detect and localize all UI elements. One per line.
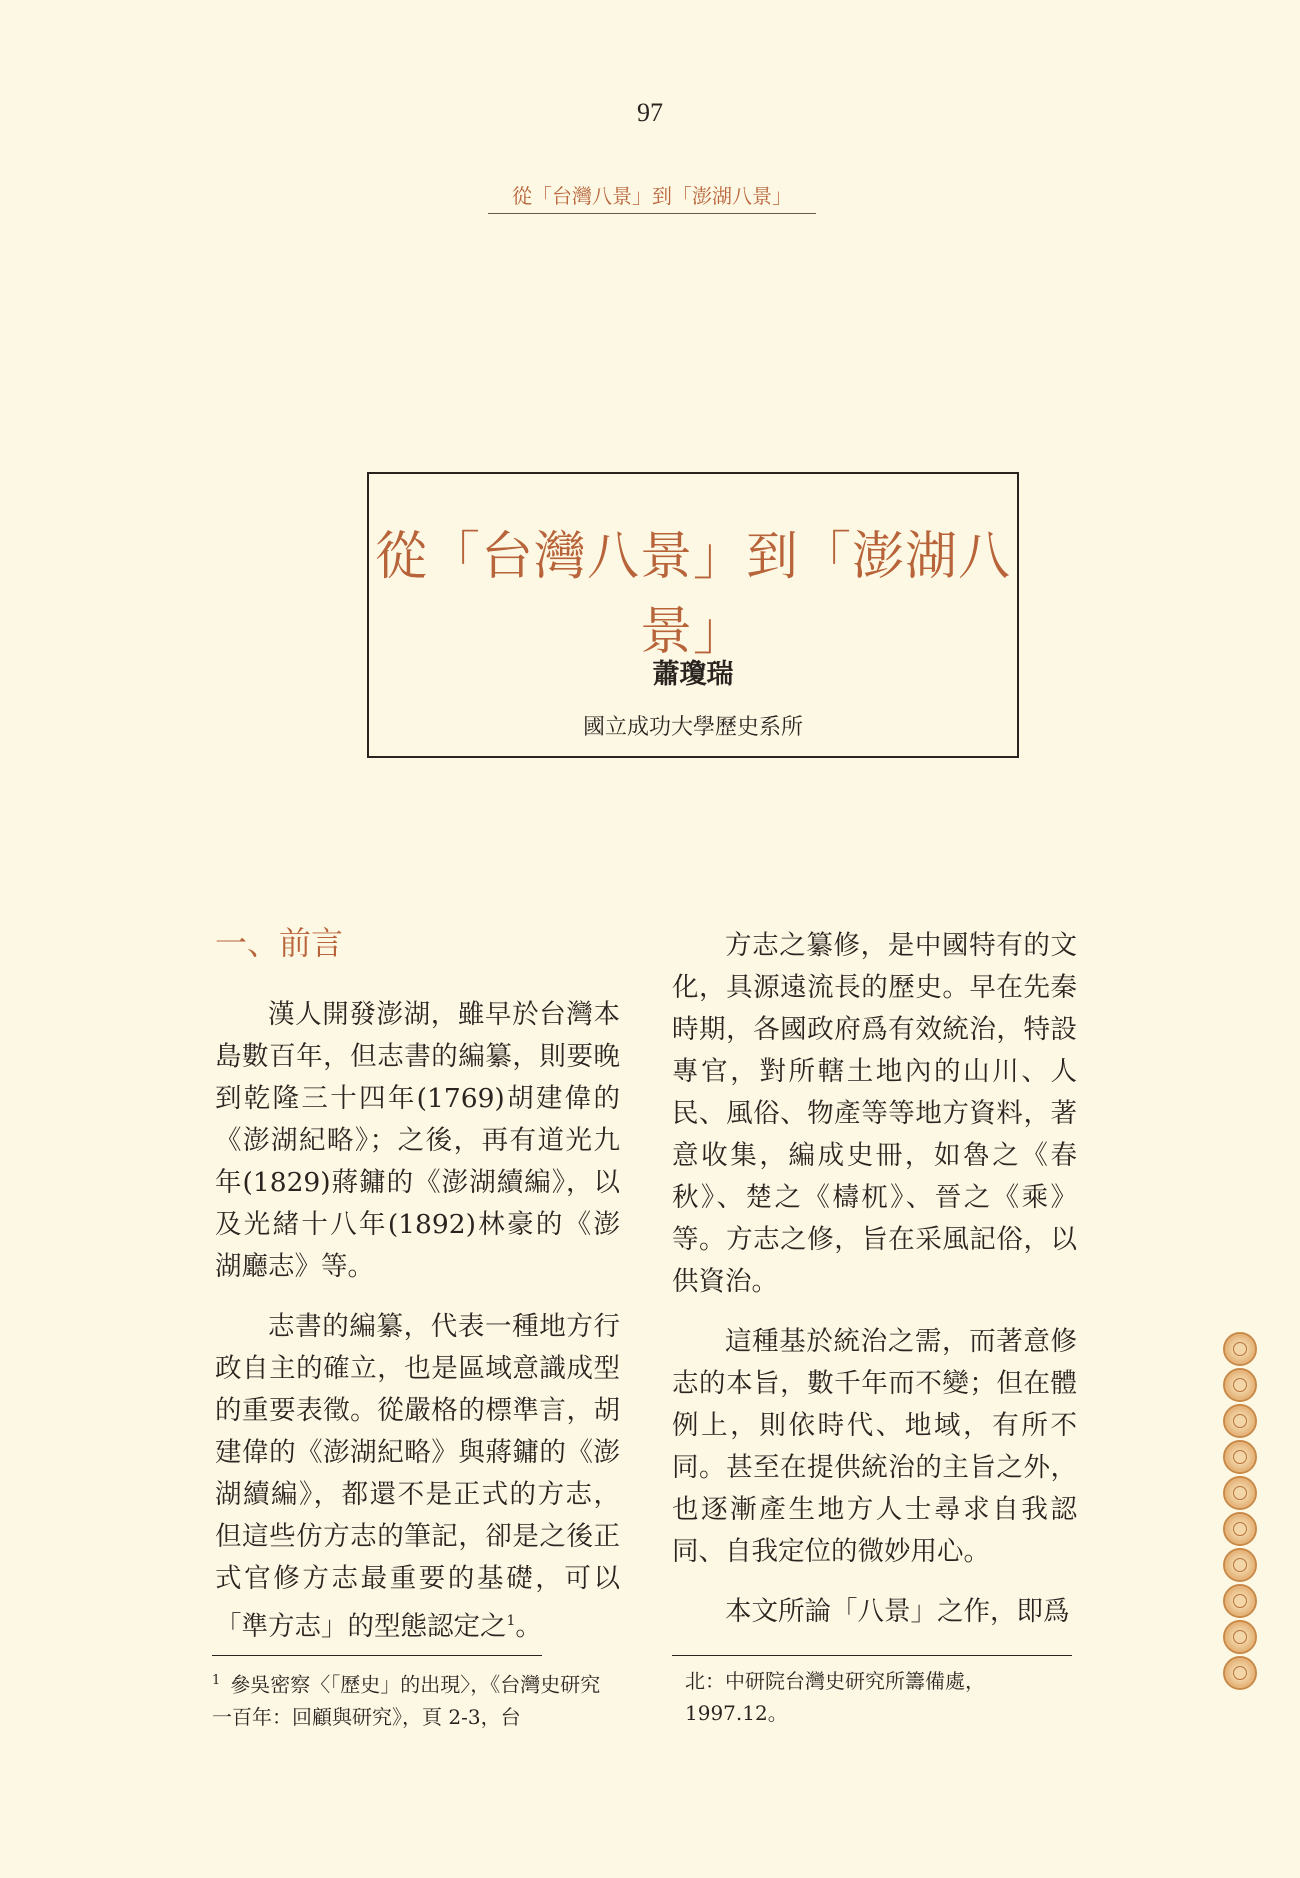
coin-motif bbox=[1223, 1584, 1257, 1618]
section-heading: 一、前言 bbox=[215, 924, 344, 962]
coin-motif bbox=[1223, 1440, 1257, 1474]
right-paragraph-1: 方志之纂修，是中國特有的文化，具源遠流長的歷史。早在先秦時期，各國政府爲有效統治，特設專官，對所轄土地內的山川、人民、風俗、物產等等地方資料，著意收集，編成史冊，如魯之《春秋》、楚之《檮杌》、晉之《乘》等。方志之修，旨在采風記俗，以供資治。 bbox=[672, 930, 1077, 1297]
right-column bbox=[672, 925, 1077, 1651]
right-paragraph-2: 這種基於統治之需，而著意修志的本旨，數千年而不變；但在體例上，則依時代、地域，有所不同。甚至在提供統治的主旨之外，也逐漸產生地方人士尋求自我認同、自我定位的微妙用心。 bbox=[672, 1326, 1077, 1567]
left-paragraph-1: 漢人開發澎湖，雖早於台灣本島數百年，但志書的編纂，則要晚到乾隆三十四年(1769)胡建偉的《澎湖紀略》；之後，再有道光九年(1829)蔣鏞的《澎湖續編》，以及光緒十八年(1892)林豪的《澎湖廳志》等。 bbox=[215, 999, 620, 1282]
left-paragraph-2 bbox=[215, 1306, 620, 1648]
coin-motif bbox=[1223, 1476, 1257, 1510]
footnote-ref-1[interactable]: 1 bbox=[506, 1613, 516, 1629]
footnote-divider-right bbox=[672, 1655, 1072, 1656]
coin-motif bbox=[1223, 1656, 1257, 1690]
coin-motif bbox=[1223, 1548, 1257, 1582]
footnote-1-text: 參吳密察〈「歷史」的出現〉，《台灣史研究一百年：回顧與研究》，頁 2-3，台 bbox=[212, 1672, 601, 1729]
article-author: 蕭瓊瑞 bbox=[652, 659, 734, 690]
footnote-mark-1: 1 bbox=[212, 1673, 221, 1688]
footnote-1-part-2: 北：中研院台灣史研究所籌備處，1997.12。 bbox=[685, 1669, 985, 1725]
article-title: 從「台灣八景」到「澎湖八景」 bbox=[374, 527, 1011, 662]
author-affiliation: 國立成功大學歷史系所 bbox=[582, 715, 803, 740]
title-box bbox=[367, 472, 1019, 758]
left-column bbox=[215, 994, 620, 1666]
left-paragraph-2-end: 。 bbox=[515, 1610, 542, 1642]
coin-motif bbox=[1223, 1512, 1257, 1546]
page-number: 97 bbox=[637, 98, 663, 127]
coin-motif bbox=[1223, 1368, 1257, 1402]
decorative-coin-ornament bbox=[1218, 1332, 1262, 1692]
footnote-divider-left bbox=[212, 1655, 542, 1656]
left-paragraph-2-text: 志書的編纂，代表一種地方行政自主的確立，也是區域意識成型的重要表徵。從嚴格的標準言，胡建偉的《澎湖紀略》與蔣鏞的《澎湖續編》，都還不是正式的方志，但這些仿方志的筆記，卻是之後正式官修方志最重要的基礎，可以「準方志」的型態認定之 bbox=[215, 1311, 620, 1642]
coin-motif bbox=[1223, 1332, 1257, 1366]
running-header: 從「台灣八景」到「澎湖八景」 bbox=[488, 180, 816, 214]
coin-motif bbox=[1223, 1404, 1257, 1438]
right-paragraph-3: 本文所論「八景」之作，即爲 bbox=[725, 1596, 1070, 1627]
footnote-1-part-1 bbox=[212, 1665, 617, 1733]
coin-motif bbox=[1223, 1620, 1257, 1654]
